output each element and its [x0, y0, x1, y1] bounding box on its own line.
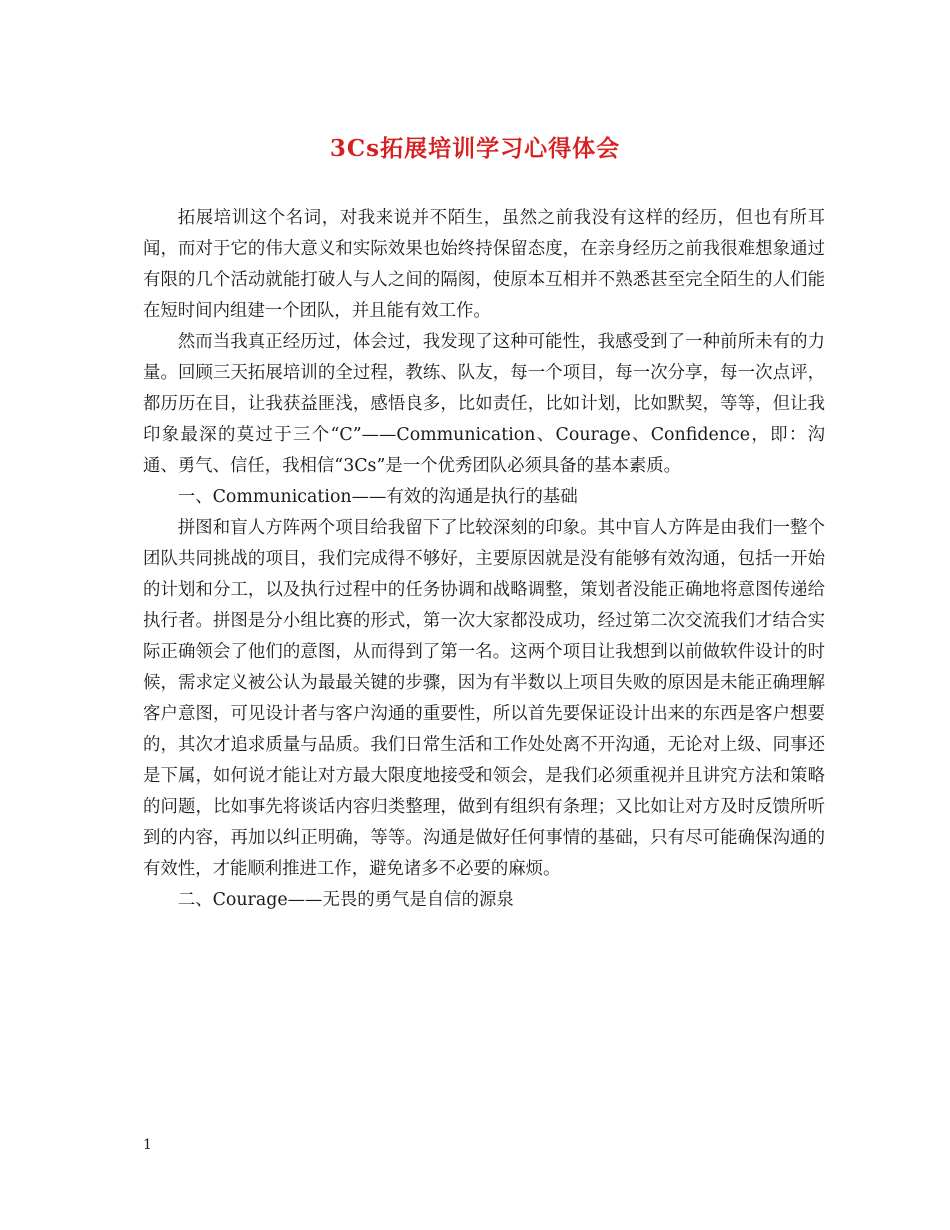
section-heading-communication: 一、Communication——有效的沟通是执行的基础 — [177, 487, 578, 507]
paragraph-intro: 拓展培训这个名词，对我来说并不陌生，虽然之前我没有这样的经历，但也有所耳闻，而对于它的伟大意义和实际效果也始终持保留态度，在亲身经历之前我很难想象通过有限的几个活动就能打破人与人之间的隔阂，使原本互相并不熟悉甚至完全陌生的人们能在短时间内组建一个团队，并且能有效工作。 — [143, 208, 825, 321]
document-body — [143, 203, 825, 916]
section-heading-courage: 二、Courage——无畏的勇气是自信的源泉 — [177, 890, 514, 910]
document-title: 3Cs拓展培训学习心得体会 — [329, 135, 621, 162]
paragraph-communication: 拼图和盲人方阵两个项目给我留下了比较深刻的印象。其中盲人方阵是由我们一整个团队共同挑战的项目，我们完成得不够好，主要原因就是没有能够有效沟通，包括一开始的计划和分工，以及执行过程中的任务协调和战略调整，策划者没能正确地将意图传递给执行者。拼图是分小组比赛的形式，第一次大家都没成功，经过第二次交流我们才结合实际正确领会了他们的意图，从而得到了第一名。这两个项目让我想到以前做软件设计的时候，需求定义被公认为最最关键的步骤，因为有半数以上项目失败的原因是未能正确理解客户意图，可见设计者与客户沟通的重要性，所以首先要保证设计出来的东西是客户想要的，其次才追求质量与品质。我们日常生活和工作处处离不开沟通，无论对上级、同事还是下属，如何说才能让对方最大限度地接受和领会，是我们必须重视并且讲究方法和策略的问题，比如事先将谈话内容归类整理，做到有组织有条理；又比如让对方及时反馈所听到的内容，再加以纠正明确，等等。沟通是做好任何事情的基础，只有尽可能确保沟通的有效性，才能顺利推进工作，避免诸多不必要的麻烦。 — [143, 518, 825, 879]
paragraph-experience: 然而当我真正经历过，体会过，我发现了这种可能性，我感受到了一种前所未有的力量。回顾三天拓展培训的全过程，教练、队友，每一个项目，每一次分享，每一次点评，都历历在目，让我获益匪浅，感悟良多，比如责任，比如计划，比如默契，等等，但让我印象最深的莫过于三个“C”——Communication、Courage、Confidence，即：沟通、勇气、信任，我相信“3Cs”是一个优秀团队必须具备的基本素质。 — [143, 332, 825, 476]
page-number: 1 — [143, 1137, 152, 1153]
